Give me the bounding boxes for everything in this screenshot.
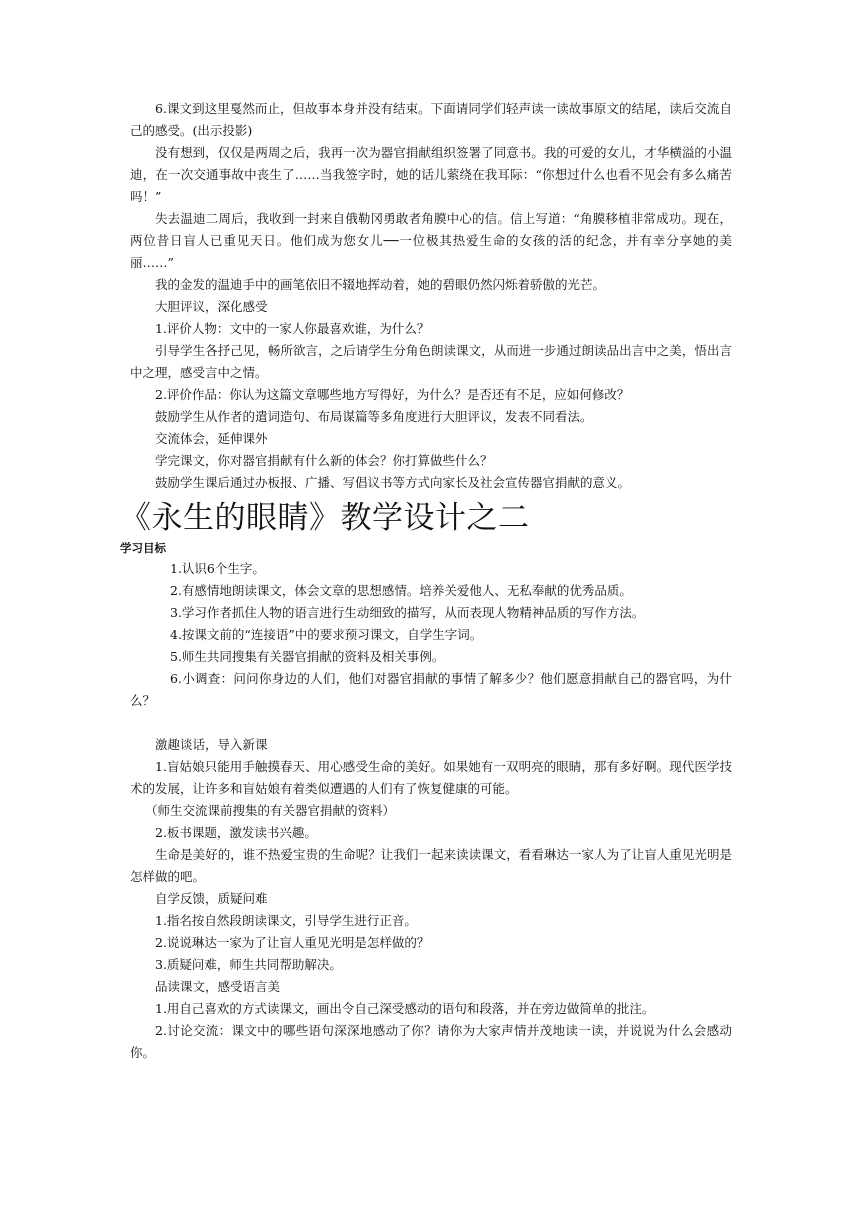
paragraph: 2.板书课题，激发读书兴趣。 [155, 825, 317, 840]
paragraph: 1.盲姑娘只能用手触摸春天、用心感受生命的美好。如果她有一双明亮的眼睛，那有多好啊。现代医学技术的发展，让许多和盲姑娘有着类似遭遇的人们有了恢复健康的可能。 [130, 759, 732, 796]
document-title: 《永生的眼睛》教学设计之二 [120, 500, 530, 536]
goal-item: 1.认识6个生字。 [170, 561, 265, 576]
document-page [120, 98, 732, 1064]
paragraph: 引导学生各抒己见，畅所欲言，之后请学生分角色朗读课文，从而进一步通过朗读品出言中之美，悟出言中之理，感受言中之情。 [130, 343, 732, 380]
section-heading: 激趣谈话，导入新课 [155, 737, 268, 752]
paragraph: 2.说说琳达一家为了让盲人重见光明是怎样做的？ [155, 935, 430, 950]
paragraph: 失去温迪二周后，我收到一封来自俄勒冈勇敢者角膜中心的信。信上写道：“角膜移植非常成功。现在，两位昔日盲人已重见天日。他们成为您女儿──一位极其热爱生命的女孩的活的纪念，并有幸分享她的美丽……” [130, 211, 732, 270]
paragraph: （师生交流课前搜集的有关器官捐献的资料） [145, 803, 396, 818]
goal-item: 2.有感情地朗读课文，体会文章的思想感情。培养关爱他人、无私奉献的优秀品质。 [170, 583, 632, 598]
paragraph: 没有想到，仅仅是两周之后，我再一次为器官捐献组织签署了同意书。我的可爱的女儿，才华横溢的小温迪，在一次交通事故中丧生了……当我签字时，她的话儿萦绕在我耳际：“你想过什么也看不见会有多么痛苦吗！” [130, 145, 732, 204]
paragraph: 2.评价作品：你认为这篇文章哪些地方写得好，为什么？是否还有不足，应如何修改？ [155, 387, 630, 402]
paragraph: 1.用自己喜欢的方式读课文，画出令自己深受感动的语句和段落，并在旁边做简单的批注。 [155, 1001, 655, 1016]
section-heading: 品读课文，感受语言美 [155, 979, 281, 994]
goal-item: 3.学习作者抓住人物的语言进行生动细致的描写，从而表现人物精神品质的写作方法。 [170, 605, 645, 620]
paragraph: 生命是美好的，谁不热爱宝贵的生命呢？让我们一起来读读课文，看看琳达一家人为了让盲人重见光明是怎样做的吧。 [130, 847, 732, 884]
paragraph: 我的金发的温迪手中的画笔依旧不辍地挥动着，她的碧眼仍然闪烁着骄傲的光芒。 [155, 277, 606, 292]
paragraph: 鼓励学生课后通过办板报、广播、写倡议书等方式向家长及社会宣传器官捐献的意义。 [155, 475, 631, 490]
paragraph: 3.质疑问难，师生共同帮助解决。 [155, 957, 342, 972]
paragraph: 鼓励学生从作者的遣词造句、布局谋篇等多角度进行大胆评议，发表不同看法。 [155, 409, 593, 424]
paragraph: 1.评价人物：文中的一家人你最喜欢谁，为什么？ [155, 321, 430, 336]
goal-item: 6.小调查：问问你身边的人们，他们对器官捐献的事情了解多少？他们愿意捐献自己的器官吗，为什么？ [130, 671, 732, 708]
section-heading: 大胆评议，深化感受 [155, 299, 268, 314]
paragraph: 6.课文到这里戛然而止，但故事本身并没有结束。下面请同学们轻声读一读故事原文的结尾，读后交流自己的感受。(出示投影) [130, 101, 732, 138]
section-heading: 交流体会，延伸课外 [155, 431, 268, 446]
paragraph: 学完课文，你对器官捐献有什么新的体会？你打算做些什么？ [155, 453, 493, 468]
goal-item: 5.师生共同搜集有关器官捐献的资料及相关事例。 [170, 649, 445, 664]
section-heading: 自学反馈，质疑问难 [155, 891, 268, 906]
paragraph: 1.指名按自然段朗读课文，引导学生进行正音。 [155, 913, 417, 928]
goal-item: 4.按课文前的“连接语”中的要求预习课文，自学生字词。 [170, 627, 483, 642]
subheading-learning-goals: 学习目标 [120, 541, 166, 555]
paragraph: 2.讨论交流：课文中的哪些语句深深地感动了你？请你为大家声情并茂地读一读，并说说为什么会感动你。 [130, 1023, 732, 1060]
blank-line [130, 712, 732, 734]
